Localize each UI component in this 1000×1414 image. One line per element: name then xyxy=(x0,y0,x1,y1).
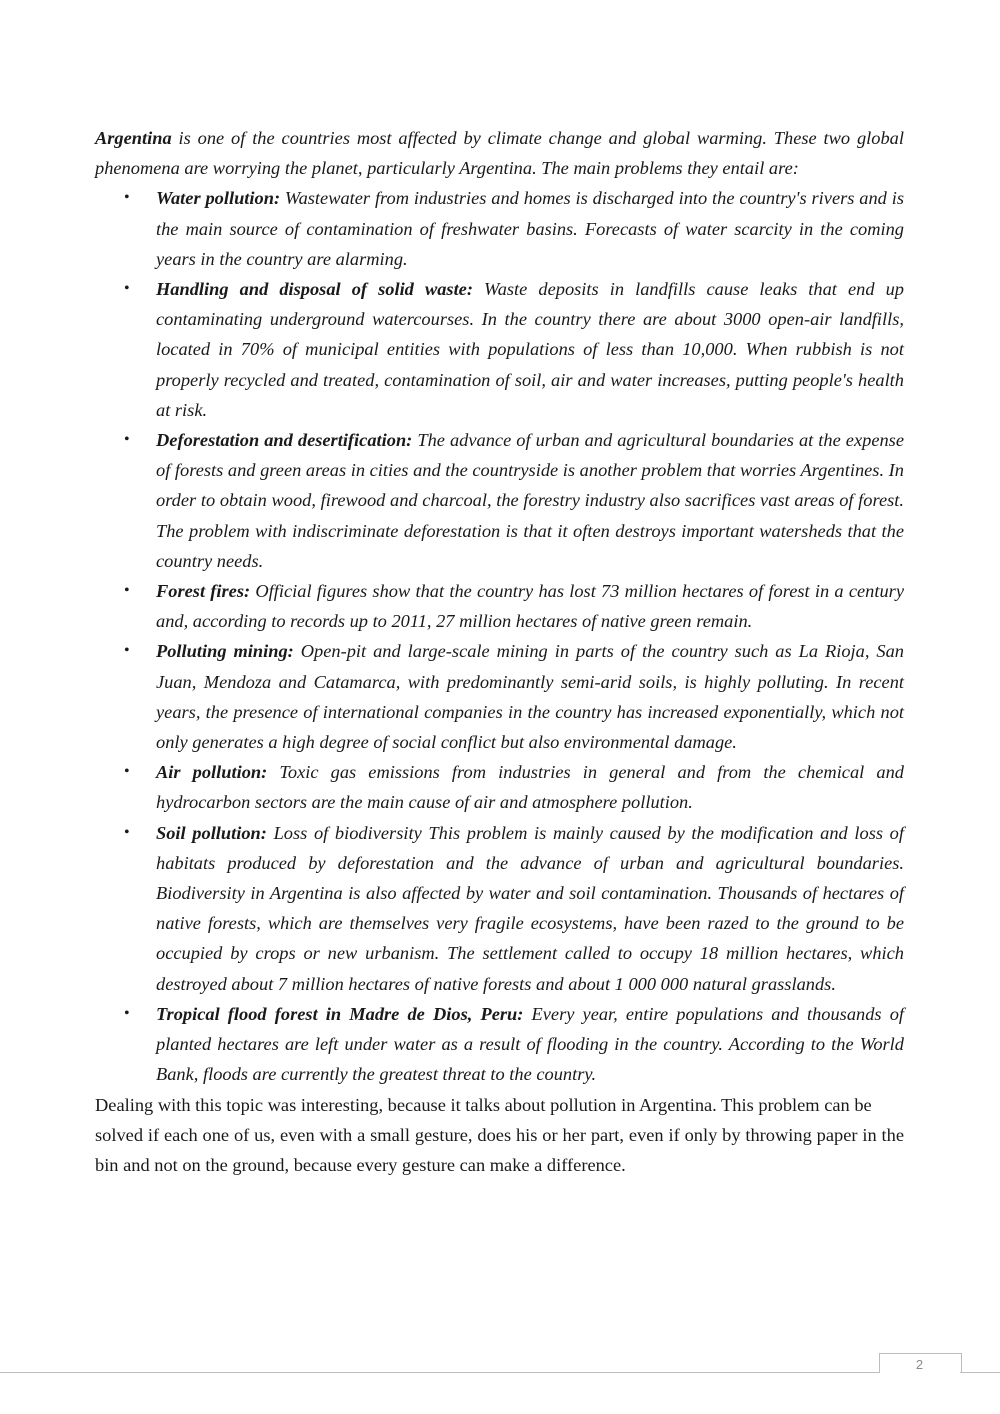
list-item-term: Water pollution: xyxy=(156,188,281,209)
page-number: 2 xyxy=(915,1357,924,1372)
list-item-term: Forest fires: xyxy=(156,581,251,602)
closing-line-1: Dealing with this topic was interesting, because it talks about pollution in Argentina. This problem can be xyxy=(95,1094,872,1115)
list-item-text: Toxic gas emissions from industries in general and from the chemical and hydrocarbon sectors are the main cause of air and atmosphere pollution. xyxy=(156,762,904,813)
bullet-icon: • xyxy=(124,642,130,660)
list-item-text: Wastewater from industries and homes is discharged into the country's rivers and is the main source of contamination of freshwater basins. Forecasts of water scarcity in the coming years in the country are alarming. xyxy=(156,188,904,269)
bullet-icon: • xyxy=(124,189,130,207)
list-item xyxy=(124,757,904,817)
list-item xyxy=(124,818,904,999)
list-item-text: Loss of biodiversity This problem is mainly caused by the modification and loss of habitats produced by deforestation and the advance of urban and agricultural boundaries. Biodiversity in Argentina is also affected by water and soil contamination. Thousands of hectares of native forests, which are themselves very fragile ecosystems, have been razed to the ground to be occupied by crops or new urbanism. The settlement called to occupy 18 million hectares, which destroyed about 7 million hectares of native forests and about 1 000 000 natural grasslands. xyxy=(156,822,904,994)
list-item-text: Waste deposits in landfills cause leaks that end up contaminating underground watercourses. In the country there are about 3000 open-air landfills, located in 70% of municipal entities with populations of less than 10,000. When rubbish is not properly recycled and treated, contamination of soil, air and water increases, putting people's health at risk. xyxy=(156,279,904,420)
list-item-term: Soil pollution: xyxy=(156,822,267,843)
bullet-icon: • xyxy=(124,431,130,449)
document-body xyxy=(95,123,904,1180)
list-item xyxy=(124,183,904,274)
footer-rule xyxy=(0,1372,1000,1373)
bullet-icon: • xyxy=(124,823,130,841)
list-item xyxy=(124,636,905,757)
bullet-icon: • xyxy=(124,763,130,781)
page-number-tab-foot xyxy=(960,1372,1000,1373)
bullet-icon: • xyxy=(124,582,130,600)
list-item-text: Every year, entire populations and thousands of planted hectares are left under water as a result of flooding in the country. According to the World Bank, floods are currently the greatest threat to the country. xyxy=(156,1003,904,1085)
problems-list xyxy=(95,183,904,1089)
intro-subject: Argentina xyxy=(95,128,172,148)
list-item-term: Polluting mining: xyxy=(156,641,294,662)
list-item-term: Deforestation and desertification: xyxy=(156,430,413,451)
list-item-term: Tropical flood forest in Madre de Dios, Peru: xyxy=(156,1003,524,1024)
list-item-text: The advance of urban and agricultural boundaries at the expense of forests and green areas in cities and the countryside is another problem that worries Argentines. In order to obtain wood, firewood and charcoal, the forestry industry also sacrifices vast areas of forest. The problem with indiscriminate deforestation is that it often destroys important watersheds that the country needs. xyxy=(156,430,904,571)
bullet-icon: • xyxy=(124,1004,130,1022)
list-item-text: Open-pit and large-scale mining in parts of the country such as La Rioja, San Juan, Mendoza and Catamarca, with predominantly semi-arid soils, is highly polluting. In recent years, the presence of international companies in the country has increased exponentially, which not only generates a high degree of social conflict but also environmental damage. xyxy=(156,641,905,753)
list-item xyxy=(124,576,904,636)
list-item-text: Official figures show that the country has lost 73 million hectares of forest in a century and, according to records up to 2011, 27 million hectares of native green remain. xyxy=(156,581,904,632)
list-item xyxy=(124,999,904,1090)
list-item-term: Air pollution: xyxy=(156,762,268,783)
bullet-icon: • xyxy=(124,280,130,298)
list-item xyxy=(124,425,904,576)
list-item-term: Handling and disposal of solid waste: xyxy=(156,279,473,300)
intro-paragraph xyxy=(95,123,904,183)
list-item xyxy=(124,274,904,425)
closing-line-2: solved if each one of us, even with a small gesture, does his or her part, even if only by throwing paper in the bin and not on the ground, because every gesture can make a difference. xyxy=(95,1124,904,1175)
intro-text: is one of the countries most affected by climate change and global warming. These two global phenomena are worrying the planet, particularly Argentina. The main problems they entail are: xyxy=(95,128,904,179)
